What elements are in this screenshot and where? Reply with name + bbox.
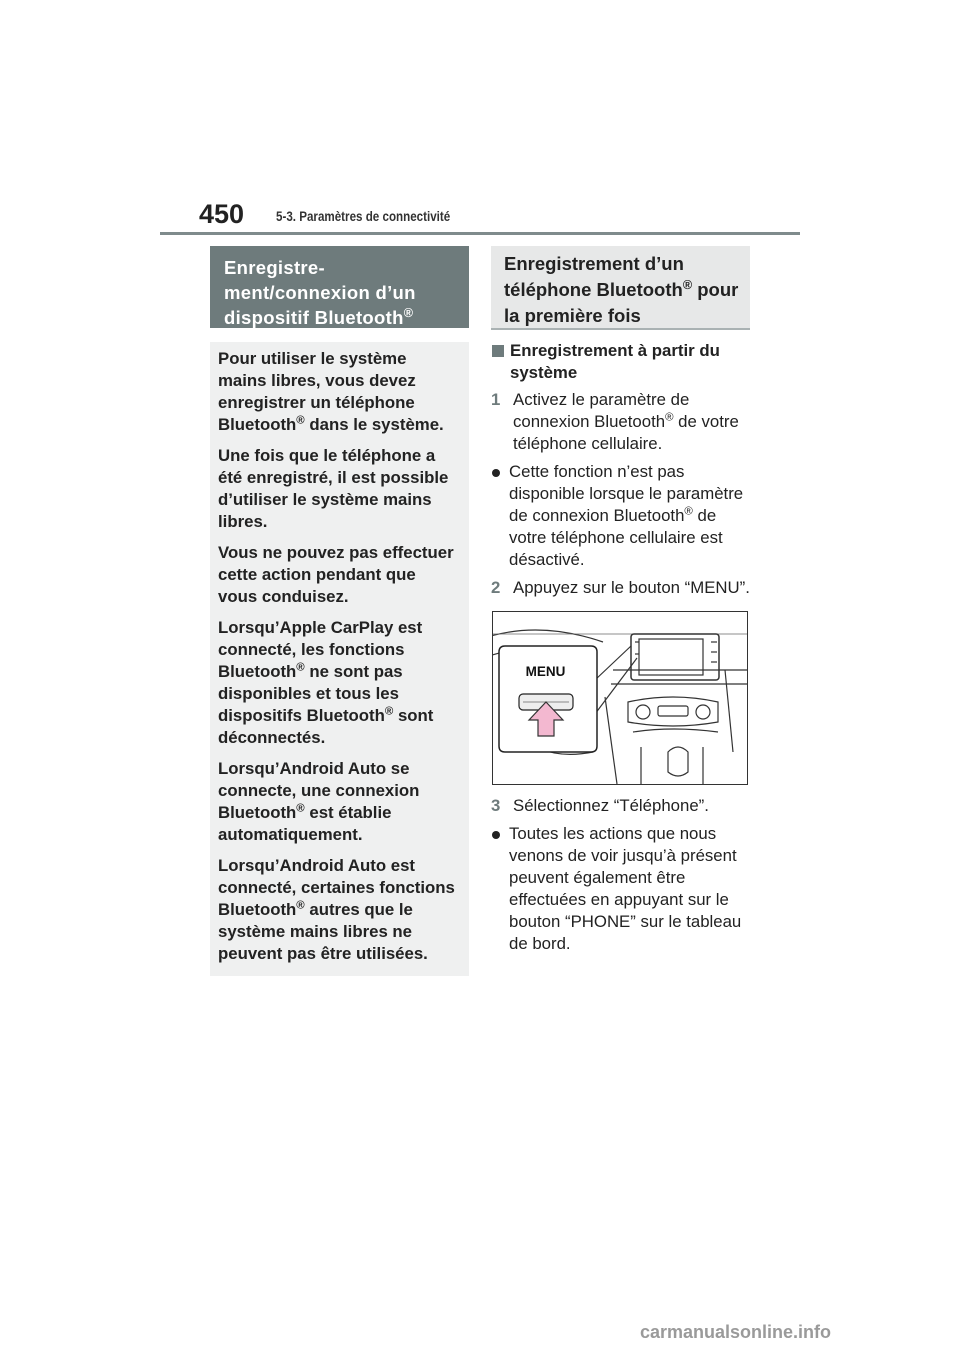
registered-mark: ® bbox=[682, 277, 693, 292]
page-number: 450 bbox=[199, 199, 245, 229]
info-paragraph bbox=[218, 445, 459, 533]
left-heading-line3: dispositif Bluetooth bbox=[224, 307, 404, 328]
bullet-text-part: de votre téléphone cellulaire est désactivé. bbox=[509, 506, 723, 569]
registered-mark: ® bbox=[296, 899, 305, 912]
dashboard-drawing bbox=[493, 612, 747, 784]
paragraph-text: ne sont pas disponibles et tous les dispositifs Bluetooth bbox=[218, 662, 403, 725]
paragraph-text: dans le système. bbox=[304, 415, 444, 434]
left-section-heading bbox=[210, 246, 469, 328]
paragraph-text: autres que le système mains libres ne peuvent pas être utilisées. bbox=[218, 900, 428, 963]
right-heading-text: pour la première fois bbox=[504, 279, 739, 326]
registered-mark: ® bbox=[684, 505, 693, 518]
registered-mark: ® bbox=[296, 802, 305, 815]
paragraph-text: Lorsqu’Android Auto est connecté, certaines fonctions Bluetooth bbox=[218, 856, 455, 919]
right-heading-text: Enregistrement d’un téléphone Bluetooth bbox=[504, 253, 684, 300]
info-box bbox=[210, 342, 469, 976]
step-text-part: Activez le paramètre de connexion Bluetooth bbox=[513, 390, 690, 431]
bullet-dot-icon bbox=[492, 831, 500, 839]
step-text: Sélectionnez “Téléphone”. bbox=[513, 796, 709, 815]
step-number: 1 bbox=[491, 390, 501, 409]
header-rule bbox=[160, 232, 800, 235]
right-section-heading bbox=[491, 246, 750, 330]
paragraph-text: Lorsqu’Android Auto se connecte, une connexion Bluetooth bbox=[218, 759, 420, 822]
registered-mark: ® bbox=[296, 414, 305, 427]
paragraph-text: est établie automatiquement. bbox=[218, 803, 392, 844]
step-3 bbox=[491, 795, 753, 817]
registered-mark: ® bbox=[296, 661, 305, 674]
dashboard-illustration bbox=[492, 611, 748, 785]
right-column-body bbox=[491, 340, 753, 961]
step-text: Appuyez sur le bouton “MENU”. bbox=[513, 578, 750, 597]
step-1 bbox=[491, 389, 753, 455]
paragraph-text: Lorsqu’Apple CarPlay est connecté, les fonctions Bluetooth bbox=[218, 618, 423, 681]
bullet-item bbox=[491, 823, 753, 955]
bullet-dot-icon bbox=[492, 469, 500, 477]
registered-mark: ® bbox=[384, 705, 394, 718]
bullet-item bbox=[491, 461, 753, 571]
paragraph-text: Vous ne pouvez pas effectuer cette action pendant que vous conduisez. bbox=[218, 543, 454, 606]
paragraph-text: sont déconnectés. bbox=[218, 706, 434, 747]
menu-button-label: MENU bbox=[525, 664, 566, 679]
info-paragraph bbox=[218, 617, 459, 749]
bullet-text: Toutes les actions que nous venons de voir jusqu’à présent peuvent également être effectuées en appuyant sur le bouton “PHONE” sur le tableau de bord. bbox=[509, 824, 742, 953]
registered-mark: ® bbox=[665, 411, 674, 424]
info-paragraph bbox=[218, 758, 459, 846]
step-number: 2 bbox=[491, 578, 501, 597]
watermark: carmanualsonline.info bbox=[640, 1322, 832, 1342]
step-2 bbox=[491, 577, 753, 599]
registered-mark: ® bbox=[403, 305, 414, 320]
step-text bbox=[491, 389, 753, 455]
square-bullet-icon bbox=[492, 345, 504, 357]
section-title: 5-3. Paramètres de connectivité bbox=[276, 209, 451, 224]
step-number: 3 bbox=[491, 796, 501, 815]
subheading-text: Enregistrement à partir du système bbox=[510, 341, 720, 382]
step-text-part: de votre téléphone cellulaire. bbox=[513, 412, 739, 453]
bullet-text bbox=[491, 461, 753, 571]
info-paragraph bbox=[218, 542, 459, 608]
info-paragraph bbox=[218, 855, 459, 965]
subheading bbox=[491, 340, 753, 384]
left-heading-line2: ment/connexion d’un bbox=[224, 282, 416, 303]
left-heading-line1: Enregistre- bbox=[224, 257, 325, 278]
info-paragraph bbox=[218, 348, 459, 436]
bullet-text-part: Cette fonction n’est pas disponible lorsque le paramètre de connexion Bluetooth bbox=[509, 462, 744, 525]
paragraph-text: Pour utiliser le système mains libres, vous devez enregistrer un téléphone Bluetooth bbox=[218, 349, 416, 434]
paragraph-text: Une fois que le téléphone a été enregistré, il est possible d’utiliser le système mains libres. bbox=[218, 446, 449, 531]
